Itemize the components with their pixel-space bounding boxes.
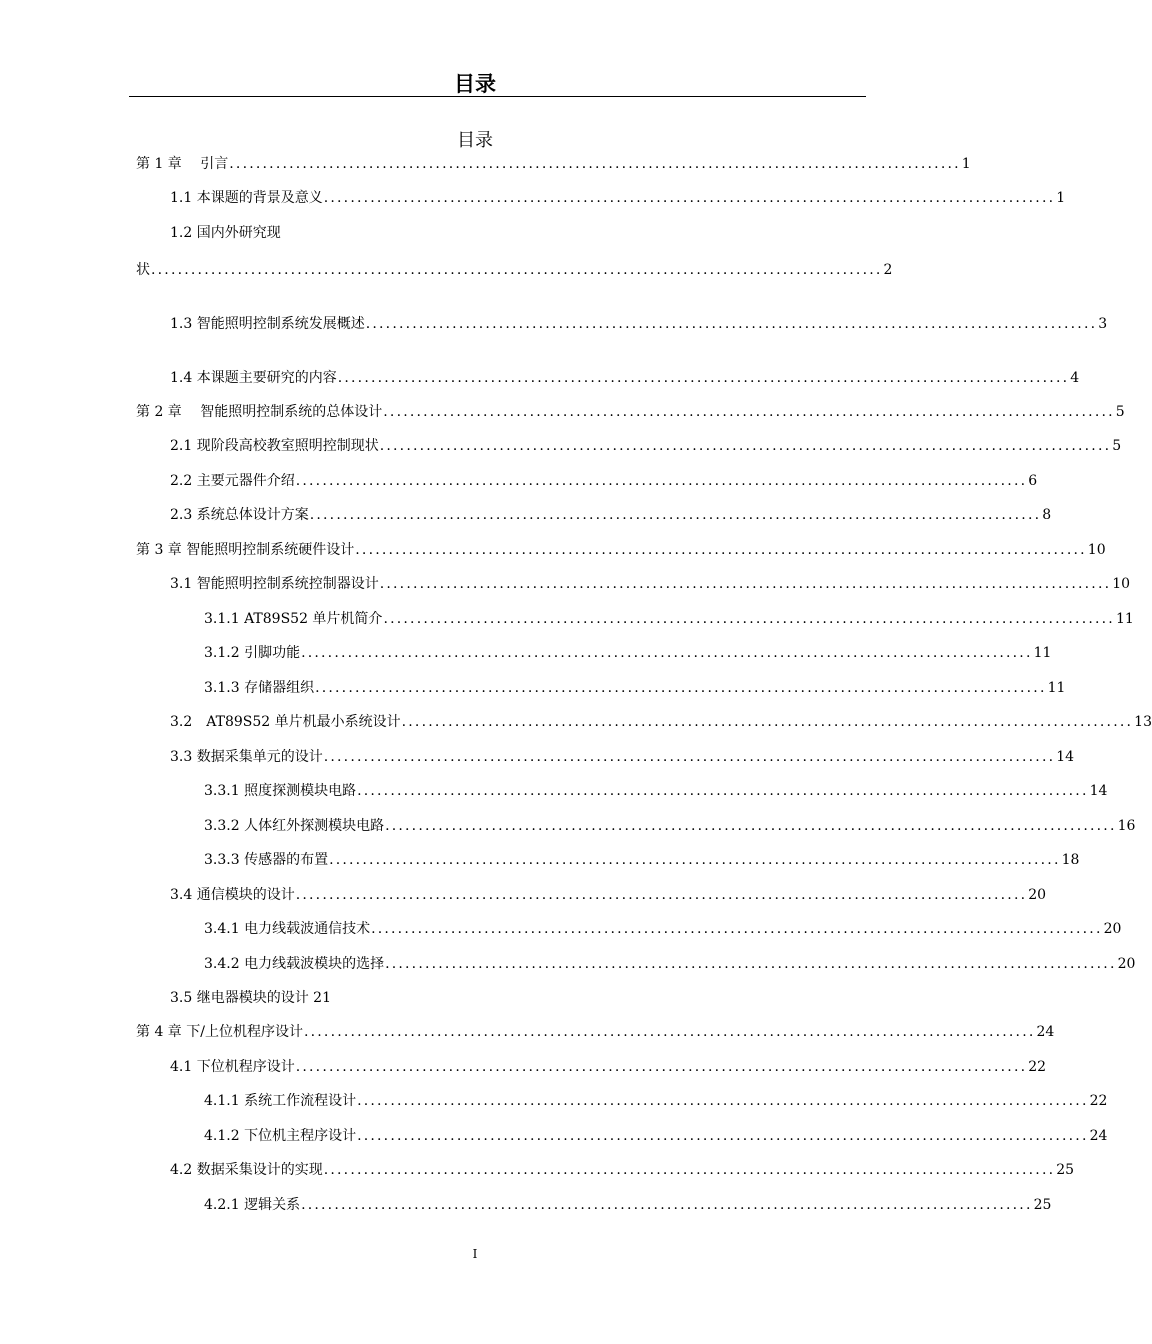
toc-entry[interactable] bbox=[204, 817, 1136, 835]
dot-leader: .............................................................................................................. bbox=[401, 714, 1134, 730]
toc-entry[interactable] bbox=[204, 955, 1136, 973]
toc-entry-page: 24 bbox=[1089, 1128, 1108, 1144]
toc-entry-page: 22 bbox=[1089, 1093, 1108, 1109]
toc-entry-label: 2.1 现阶段高校教室照明控制现状 bbox=[170, 438, 379, 454]
toc-entry[interactable] bbox=[170, 748, 1075, 766]
dot-leader: .............................................................................................................. bbox=[295, 887, 1028, 903]
toc-entry[interactable] bbox=[170, 189, 1066, 207]
dot-leader: .............................................................................................................. bbox=[357, 1093, 1089, 1109]
toc-entry[interactable] bbox=[170, 369, 1080, 387]
page-header-title: 目录 bbox=[454, 72, 496, 96]
toc-entry[interactable] bbox=[136, 261, 893, 279]
dot-leader: .............................................................................................................. bbox=[301, 1197, 1033, 1213]
toc-entry-label: 2.2 主要元器件介绍 bbox=[170, 473, 295, 489]
toc-entry-label: 状 bbox=[136, 262, 150, 278]
toc-entry-label: 3.1.1 AT89S52 单片机简介 bbox=[204, 611, 383, 627]
toc-entry[interactable] bbox=[204, 1092, 1108, 1110]
toc-entry[interactable] bbox=[136, 403, 1125, 421]
toc-entry-page: 24 bbox=[1036, 1024, 1055, 1040]
toc-entry-page: 11 bbox=[1047, 680, 1066, 696]
toc-entry-page: 1 bbox=[961, 156, 971, 172]
toc-entry-page: 4 bbox=[1070, 370, 1080, 386]
toc-entry-page: 20 bbox=[1103, 921, 1122, 937]
toc-entry-label[interactable]: 1.2 国内外研究现 bbox=[170, 225, 281, 241]
dot-leader: .............................................................................................................. bbox=[357, 1128, 1089, 1144]
toc-entry[interactable] bbox=[170, 315, 1108, 333]
toc-entry[interactable] bbox=[204, 782, 1108, 800]
toc-entry-label: 3.4.2 电力线载波模块的选择 bbox=[204, 956, 385, 972]
toc-entry[interactable] bbox=[170, 506, 1052, 524]
toc-entry[interactable] bbox=[170, 713, 1152, 731]
toc-entry-page: 11 bbox=[1115, 611, 1134, 627]
toc-entry[interactable] bbox=[170, 575, 1131, 593]
dot-leader: .............................................................................................................. bbox=[355, 542, 1087, 558]
toc-entry-page: 6 bbox=[1028, 473, 1038, 489]
toc-entry[interactable] bbox=[136, 541, 1106, 559]
header-divider bbox=[129, 96, 866, 97]
toc-entry[interactable] bbox=[204, 679, 1066, 697]
dot-leader: .............................................................................................................. bbox=[329, 852, 1061, 868]
toc-entry[interactable] bbox=[204, 920, 1122, 938]
toc-entry-page: 3 bbox=[1098, 316, 1108, 332]
toc-entry-label: 第 4 章 下/上位机程序设计 bbox=[136, 1024, 303, 1040]
toc-entry-page: 10 bbox=[1087, 542, 1106, 558]
toc-entry[interactable] bbox=[204, 644, 1052, 662]
dot-leader: .............................................................................................................. bbox=[309, 507, 1042, 523]
toc-entry[interactable] bbox=[204, 610, 1134, 628]
toc-entry-page: 18 bbox=[1061, 852, 1080, 868]
footer-page-number: I bbox=[472, 1247, 478, 1261]
toc-entry[interactable] bbox=[204, 851, 1080, 869]
toc-entry-page: 14 bbox=[1089, 783, 1108, 799]
toc-entry[interactable] bbox=[170, 1161, 1075, 1179]
toc-entry-label: 4.1.2 下位机主程序设计 bbox=[204, 1128, 357, 1144]
toc-entry[interactable] bbox=[136, 155, 971, 173]
toc-entry-label: 3.3.1 照度探测模块电路 bbox=[204, 783, 357, 799]
dot-leader: .............................................................................................................. bbox=[295, 1059, 1028, 1075]
toc-entry-page: 1 bbox=[1056, 190, 1066, 206]
toc-entry-page: 2 bbox=[883, 262, 893, 278]
toc-entry-page: 5 bbox=[1112, 438, 1122, 454]
dot-leader: .............................................................................................................. bbox=[385, 956, 1117, 972]
toc-entry-label: 3.1 智能照明控制系统控制器设计 bbox=[170, 576, 379, 592]
dot-leader: .............................................................................................................. bbox=[383, 404, 1115, 420]
toc-entry-label: 3.3.2 人体红外探测模块电路 bbox=[204, 818, 385, 834]
dot-leader: .............................................................................................................. bbox=[337, 370, 1070, 386]
dot-leader: .............................................................................................................. bbox=[379, 438, 1112, 454]
toc-entry-page: 14 bbox=[1056, 749, 1075, 765]
toc-entry-label[interactable]: 3.5 继电器模块的设计 21 bbox=[170, 990, 331, 1006]
toc-entry[interactable] bbox=[204, 1127, 1108, 1145]
toc-entry-label: 1.3 智能照明控制系统发展概述 bbox=[170, 316, 365, 332]
toc-entry-label: 3.3 数据采集单元的设计 bbox=[170, 749, 323, 765]
toc-entry-label: 1.4 本课题主要研究的内容 bbox=[170, 370, 337, 386]
toc-entry-page: 25 bbox=[1033, 1197, 1052, 1213]
dot-leader: .............................................................................................................. bbox=[301, 645, 1033, 661]
toc-entry-label: 3.1.2 引脚功能 bbox=[204, 645, 301, 661]
toc-entry-label: 1.1 本课题的背景及意义 bbox=[170, 190, 323, 206]
toc-entry[interactable] bbox=[170, 472, 1038, 490]
toc-entry[interactable] bbox=[136, 1023, 1055, 1041]
toc-entry-page: 8 bbox=[1042, 507, 1052, 523]
toc-entry-page: 16 bbox=[1117, 818, 1136, 834]
toc-entry-label: 4.1.1 系统工作流程设计 bbox=[204, 1093, 357, 1109]
toc-entry-page: 20 bbox=[1028, 887, 1047, 903]
toc-entry-page: 11 bbox=[1033, 645, 1052, 661]
dot-leader: .............................................................................................................. bbox=[323, 1162, 1056, 1178]
toc-entry-label: 3.3.3 传感器的布置 bbox=[204, 852, 329, 868]
dot-leader: .............................................................................................................. bbox=[371, 921, 1103, 937]
toc-entry[interactable] bbox=[170, 886, 1047, 904]
toc-entry-label: 第 3 章 智能照明控制系统硬件设计 bbox=[136, 542, 355, 558]
dot-leader: .............................................................................................................. bbox=[357, 783, 1089, 799]
dot-leader: .............................................................................................................. bbox=[151, 262, 883, 278]
toc-entry-page: 25 bbox=[1056, 1162, 1075, 1178]
dot-leader: .............................................................................................................. bbox=[383, 611, 1115, 627]
toc-entry[interactable] bbox=[170, 1058, 1047, 1076]
toc-entry-label: 3.1.3 存储器组织 bbox=[204, 680, 315, 696]
toc-entry-label: 3.4.1 电力线载波通信技术 bbox=[204, 921, 371, 937]
dot-leader: .............................................................................................................. bbox=[323, 190, 1056, 206]
dot-leader: .............................................................................................................. bbox=[385, 818, 1117, 834]
toc-title: 目录 bbox=[457, 130, 493, 151]
dot-leader: .............................................................................................................. bbox=[303, 1024, 1036, 1040]
toc-entry-page: 20 bbox=[1117, 956, 1136, 972]
toc-entry-label: 第 1 章 引言 bbox=[136, 156, 229, 172]
toc-entry-label: 第 2 章 智能照明控制系统的总体设计 bbox=[136, 404, 383, 420]
dot-leader: .............................................................................................................. bbox=[295, 473, 1028, 489]
dot-leader: .............................................................................................................. bbox=[315, 680, 1047, 696]
toc-entry-label: 2.3 系统总体设计方案 bbox=[170, 507, 309, 523]
toc-entry[interactable] bbox=[170, 437, 1122, 455]
toc-entry-label: 4.2 数据采集设计的实现 bbox=[170, 1162, 323, 1178]
toc-entry-page: 10 bbox=[1112, 576, 1131, 592]
toc-entry-label: 3.2 AT89S52 单片机最小系统设计 bbox=[170, 714, 401, 730]
dot-leader: .............................................................................................................. bbox=[323, 749, 1056, 765]
toc-entry-page: 13 bbox=[1134, 714, 1152, 730]
dot-leader: .............................................................................................................. bbox=[365, 316, 1098, 332]
toc-entry-label: 3.4 通信模块的设计 bbox=[170, 887, 295, 903]
toc-entry-page: 22 bbox=[1028, 1059, 1047, 1075]
toc-entry-label: 4.2.1 逻辑关系 bbox=[204, 1197, 301, 1213]
toc-entry[interactable] bbox=[204, 1196, 1052, 1214]
dot-leader: .............................................................................................................. bbox=[379, 576, 1112, 592]
toc-entry-page: 5 bbox=[1115, 404, 1125, 420]
toc-entry-label: 4.1 下位机程序设计 bbox=[170, 1059, 295, 1075]
dot-leader: .............................................................................................................. bbox=[229, 156, 961, 172]
